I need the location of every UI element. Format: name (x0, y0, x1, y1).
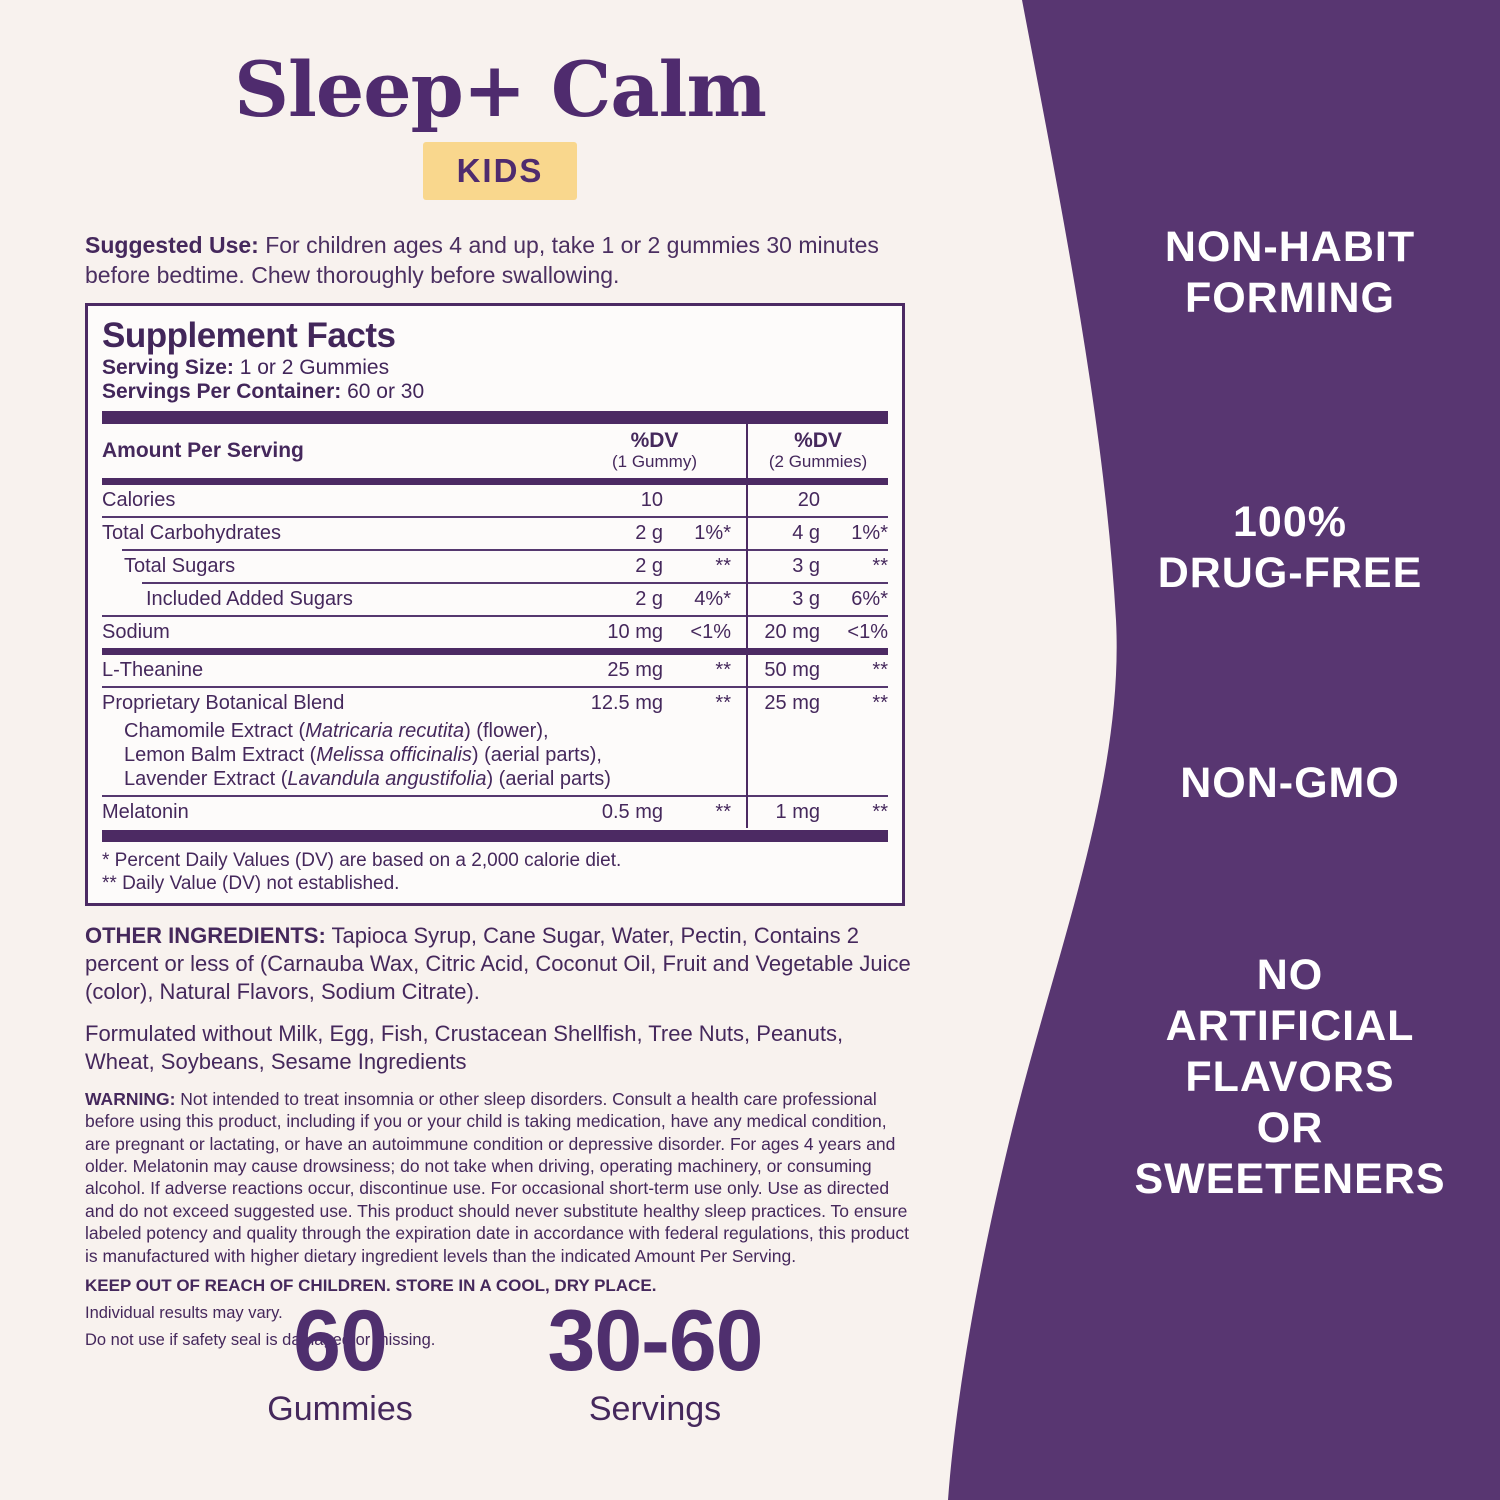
amount-col2: 50 mg (764, 658, 820, 681)
other-ingredients (85, 922, 915, 1006)
amount-col1: 10 mg (607, 620, 663, 643)
percent-dv-col1: <1% (690, 620, 731, 643)
amount-col1: 2 g (635, 521, 663, 544)
blend-text: Lemon Balm Extract ( (124, 743, 317, 766)
amount-col1: 25 mg (607, 658, 663, 681)
claim-non-habit-forming (1080, 222, 1500, 324)
footnote-line: * Percent Daily Values (DV) are based on a 2,000 calorie diet. (102, 849, 622, 871)
serving-size-label: Serving Size: (102, 355, 234, 379)
warning-paragraph (85, 1088, 915, 1267)
column2-group (748, 659, 888, 682)
facts-header-row (102, 424, 888, 478)
blend-component-line (124, 743, 888, 767)
column-divider-line (746, 424, 748, 828)
gummies-count-number: 60 (293, 1293, 387, 1389)
blend-text: ) (aerial parts), (471, 743, 602, 766)
percent-dv-col2: 1%* (851, 521, 888, 544)
dv-column-2-header (748, 430, 888, 471)
percent-dv-col2: ** (872, 658, 888, 681)
serving-size-line (102, 356, 888, 380)
column2-group (748, 801, 888, 824)
row-label: Total Sugars (124, 554, 236, 577)
servings-count-label: Servings (588, 1390, 722, 1428)
warning-text: Not intended to treat insomnia or other sleep disorders. Consult a health care professional before using this product, including if you or your child is taking medication, have any medical condition, are pregnant or lactating, or have an autoimmune condition or depressive disorder. For ages 4 years and older. Melatonin may cause drowsiness; do not take when driving, operating machinery, or consuming alcohol. If adverse reactions occur, discontinue use. For occasional short-term use only. Use as directed and do not exceed suggested use. This product should never substitute healthy sleep practices. To ensure labeled potency and quality through the expiration date in accordance with federal regulations, this product is manufactured with higher dietary ingredient levels than the indicated Amount Per Serving. (85, 1088, 910, 1266)
servings-count-number: 30-60 (547, 1293, 763, 1389)
medium-divider-bar (102, 648, 888, 655)
table-row-main (102, 485, 888, 516)
servings-per-container-line (102, 380, 888, 404)
row-label: Proprietary Botanical Blend (102, 691, 345, 714)
claim-line: NON-GMO (1180, 759, 1400, 807)
table-row-main (102, 551, 888, 582)
blend-component-line (124, 767, 888, 791)
thick-divider-bar (102, 411, 888, 424)
amount-col2: 3 g (792, 554, 820, 577)
column2-group (748, 692, 888, 715)
amount-col1: 2 g (635, 554, 663, 577)
table-row (102, 518, 888, 549)
nutrient-rows-group (102, 485, 888, 648)
blend-text: ) (aerial parts) (486, 767, 611, 790)
table-row (102, 655, 888, 686)
botanical-latin-name: Lavandula angustifolia (287, 767, 487, 790)
row-label: Total Carbohydrates (102, 521, 281, 544)
suggested-use-label: Suggested Use: (85, 231, 259, 258)
row-label: L-Theanine (102, 658, 204, 681)
blend-component-line (124, 719, 888, 743)
dv-sublabel-2: (2 Gummies) (768, 452, 868, 472)
active-ingredient-rows-group (102, 655, 888, 828)
table-row-main (102, 584, 888, 615)
amount-col2: 20 mg (764, 620, 820, 643)
table-row-main (102, 518, 888, 549)
table-row-main (102, 655, 888, 686)
suggested-use (85, 230, 915, 290)
dv-label-2: %DV (794, 429, 842, 453)
claim-line: 100% (1233, 498, 1347, 546)
claim-line: OR (1256, 1104, 1324, 1152)
facts-table (102, 424, 888, 828)
claim-line: NON-HABIT (1164, 223, 1416, 271)
blend-text: Lavender Extract ( (124, 767, 288, 790)
claim-line: ARTIFICIAL (1165, 1002, 1415, 1050)
row-label: Sodium (102, 620, 170, 643)
amount-col1: 10 (640, 488, 663, 511)
percent-dv-col2 (820, 489, 888, 512)
amount-per-serving-header: Amount Per Serving (102, 438, 304, 462)
percent-dv-col1: 1%* (694, 521, 731, 544)
column2-group (748, 555, 888, 578)
amount-col2: 25 mg (764, 691, 820, 714)
table-row-main (102, 797, 888, 828)
medium-divider-bar (102, 478, 888, 485)
supplement-facts-panel (85, 303, 905, 906)
dv-label-1: %DV (630, 429, 679, 453)
supplement-facts-title: Supplement Facts (102, 315, 396, 355)
row-label: Melatonin (102, 800, 189, 823)
botanical-latin-name: Melissa officinalis (316, 743, 472, 766)
thick-divider-bar-bottom (102, 830, 888, 842)
claim-line: FLAVORS (1185, 1053, 1395, 1101)
blend-text: Chamomile Extract ( (124, 719, 306, 742)
servings-count (505, 1293, 805, 1429)
claim-line: FORMING (1184, 274, 1396, 322)
table-row (102, 617, 888, 648)
safety-seal-text: Do not use if safety seal is damaged or missing. (85, 1331, 436, 1350)
percent-dv-col1: ** (715, 554, 731, 577)
kids-badge: KIDS (423, 142, 578, 200)
percent-dv-col1: ** (715, 691, 731, 714)
column2-group (748, 621, 888, 644)
column2-group (748, 489, 888, 512)
amount-col1: 2 g (635, 587, 663, 610)
gummies-count (230, 1293, 450, 1429)
amount-col1: 12.5 mg (590, 691, 663, 714)
serving-size-value: 1 or 2 Gummies (239, 355, 390, 379)
footnotes (102, 849, 888, 895)
amount-col2: 20 (797, 488, 820, 511)
table-row (102, 688, 888, 795)
other-ingredients-label: OTHER INGREDIENTS: (85, 922, 326, 948)
row-label: Included Added Sugars (146, 587, 353, 610)
footnote-line: ** Daily Value (DV) not established. (102, 872, 400, 894)
blend-text: ) (flower), (464, 719, 549, 742)
claim-drug-free (1080, 497, 1500, 599)
percent-dv-col2: ** (872, 554, 888, 577)
suggested-use-text: For children ages 4 and up, take 1 or 2 gummies 30 minutes before bedtime. Chew thoroughly before swallowing. (85, 231, 879, 288)
individual-results-text: Individual results may vary. (85, 1304, 283, 1323)
column2-group (748, 522, 888, 545)
blend-components (102, 719, 888, 795)
claim-line: NO (1256, 951, 1324, 999)
claim-line: SWEETENERS (1134, 1155, 1446, 1203)
keep-out-of-reach-text: KEEP OUT OF REACH OF CHILDREN. STORE IN A COOL, DRY PLACE. (85, 1276, 657, 1296)
row-label: Calories (102, 488, 176, 511)
kids-badge-wrap (85, 142, 915, 200)
amount-col2: 4 g (792, 521, 820, 544)
percent-dv-col1: 4%* (694, 587, 731, 610)
percent-dv-col2: 6%* (851, 587, 888, 610)
claim-line: DRUG-FREE (1157, 549, 1423, 597)
claim-no-artificial (1080, 950, 1500, 1205)
column2-group (748, 588, 888, 611)
percent-dv-col2: ** (872, 800, 888, 823)
percent-dv-col1: ** (715, 800, 731, 823)
amount-col2: 1 mg (775, 800, 820, 823)
label-main-column (85, 0, 915, 1350)
percent-dv-col2: <1% (847, 620, 888, 643)
percent-dv-col2: ** (872, 691, 888, 714)
table-row (102, 584, 888, 615)
other-ingredients-text: Tapioca Syrup, Cane Sugar, Water, Pectin, Contains 2 percent or less of (Carnauba Wax, Citric Acid, Coconut Oil, Fruit and Vegetable Juice (color), Natural Flavors, Sodium Citrate). (85, 922, 911, 1004)
table-row (102, 551, 888, 582)
gummies-count-label: Gummies (267, 1390, 413, 1428)
percent-dv-col1: ** (715, 658, 731, 681)
table-row (102, 797, 888, 828)
claim-non-gmo (1080, 758, 1500, 809)
table-row-main (102, 688, 888, 719)
botanical-latin-name: Matricaria recutita (305, 719, 465, 742)
servings-value: 60 or 30 (347, 379, 425, 403)
dv-column-1-header (578, 430, 731, 471)
formulated-without-text: Formulated without Milk, Egg, Fish, Crustacean Shellfish, Tree Nuts, Peanuts, Wheat, Soybeans, Sesame Ingredients (85, 1020, 844, 1074)
dv-sublabel-1: (1 Gummy) (612, 452, 697, 472)
amount-col1: 0.5 mg (601, 800, 663, 823)
servings-label: Servings Per Container: (102, 379, 342, 403)
table-row-main (102, 617, 888, 648)
table-row (102, 485, 888, 516)
page-title: Sleep+ Calm (234, 45, 766, 134)
warning-label: WARNING: (85, 1088, 176, 1109)
amount-col2: 3 g (792, 587, 820, 610)
